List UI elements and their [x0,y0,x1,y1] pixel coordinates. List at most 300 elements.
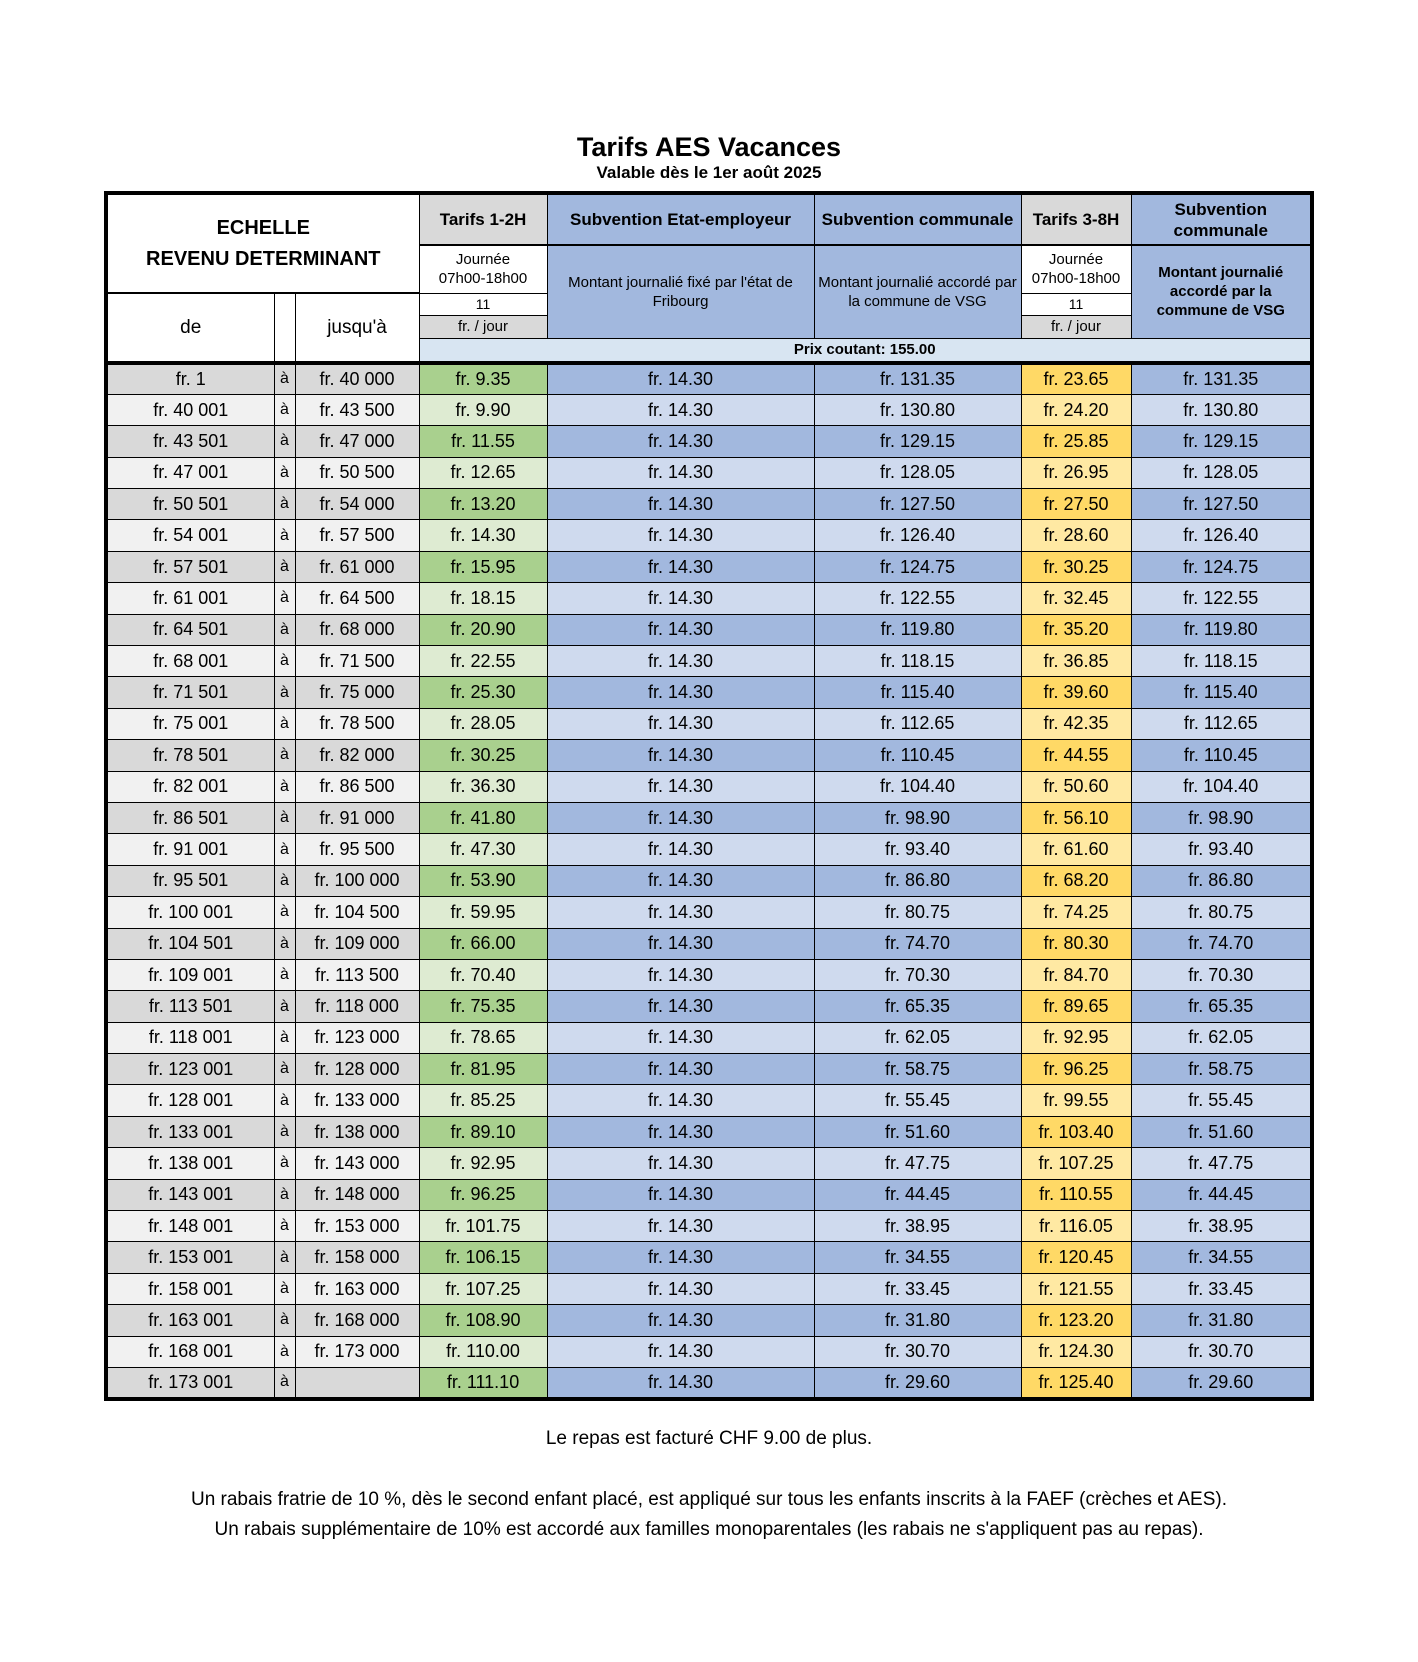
tariff-row [106,740,1312,771]
column-header-tarifs-3-8h: Tarifs 3-8H [1021,193,1131,245]
cell-subvention-etat: fr. 14.30 [547,426,814,457]
cell-subvention-communale: fr. 104.40 [814,771,1021,802]
cell-subvention-communale-2: fr. 58.75 [1131,1054,1312,1085]
cell-subvention-etat: fr. 14.30 [547,646,814,677]
cell-revenu-jusqua: fr. 163 000 [295,1273,419,1304]
cell-tarif-1-2h: fr. 75.35 [419,991,547,1022]
cell-tarif-3-8h: fr. 39.60 [1021,677,1131,708]
cell-revenu-de: fr. 1 [106,363,274,394]
cell-lien-a: à [274,489,295,520]
cell-subvention-etat: fr. 14.30 [547,865,814,896]
cell-tarif-3-8h: fr. 99.55 [1021,1085,1131,1116]
page-subtitle: Valable dès le 1er août 2025 [596,163,822,182]
cell-subvention-communale-2: fr. 93.40 [1131,834,1312,865]
cell-subvention-communale-2: fr. 80.75 [1131,897,1312,928]
cell-subvention-communale: fr. 38.95 [814,1211,1021,1242]
cell-tarif-1-2h: fr. 66.00 [419,928,547,959]
tariff-row [106,1368,1312,1399]
cell-tarif-1-2h: fr. 36.30 [419,771,547,802]
tariff-row [106,520,1312,551]
cell-subvention-communale: fr. 55.45 [814,1085,1021,1116]
cell-subvention-etat: fr. 14.30 [547,677,814,708]
cell-lien-a: à [274,1116,295,1147]
cell-subvention-communale: fr. 124.75 [814,551,1021,582]
cell-tarif-1-2h: fr. 59.95 [419,897,547,928]
cell-revenu-de: fr. 128 001 [106,1085,274,1116]
cell-subvention-communale: fr. 31.80 [814,1305,1021,1336]
note-repas: Le repas est facturé CHF 9.00 de plus. [545,1427,873,1449]
cell-revenu-jusqua: fr. 123 000 [295,1022,419,1053]
cell-revenu-de: fr. 54 001 [106,520,274,551]
desc-subvention-communale: Montant journalié accordé par la commune de VSG [814,245,1021,338]
column-header-tarifs-1-2h: Tarifs 1-2H [419,193,547,245]
tariff-row [106,1085,1312,1116]
cell-revenu-jusqua: fr. 50 500 [295,457,419,488]
cell-tarif-3-8h: fr. 56.10 [1021,802,1131,833]
cell-subvention-communale: fr. 122.55 [814,583,1021,614]
cell-tarif-3-8h: fr. 123.20 [1021,1305,1131,1336]
cell-revenu-jusqua: fr. 64 500 [295,583,419,614]
cell-lien-a: à [274,457,295,488]
cell-tarif-1-2h: fr. 11.55 [419,426,547,457]
echelle-line1: ECHELLE [216,216,310,239]
cell-revenu-jusqua: fr. 148 000 [295,1179,419,1210]
cell-tarif-3-8h: fr. 23.65 [1021,363,1131,394]
cell-subvention-communale-2: fr. 47.75 [1131,1148,1312,1179]
tariff-row [106,394,1312,425]
cell-lien-a: à [274,394,295,425]
tariff-row [106,363,1312,394]
cell-revenu-de: fr. 61 001 [106,583,274,614]
tariff-row [106,1242,1312,1273]
cell-tarif-1-2h: fr. 101.75 [419,1211,547,1242]
cell-lien-a: à [274,959,295,990]
cell-tarif-1-2h: fr. 53.90 [419,865,547,896]
cell-subvention-communale-2: fr. 31.80 [1131,1305,1312,1336]
cell-subvention-communale-2: fr. 127.50 [1131,489,1312,520]
cell-lien-a: à [274,520,295,551]
cell-tarif-1-2h: fr. 14.30 [419,520,547,551]
tariff-row [106,865,1312,896]
cell-revenu-jusqua: fr. 86 500 [295,771,419,802]
cell-tarif-3-8h: fr. 125.40 [1021,1368,1131,1399]
cell-subvention-etat: fr. 14.30 [547,991,814,1022]
cell-revenu-de: fr. 158 001 [106,1273,274,1304]
cell-subvention-communale-2: fr. 129.15 [1131,426,1312,457]
cell-tarif-3-8h: fr. 35.20 [1021,614,1131,645]
cell-tarif-1-2h: fr. 9.35 [419,363,547,394]
cell-revenu-de: fr. 173 001 [106,1368,274,1399]
cell-revenu-de: fr. 50 501 [106,489,274,520]
cell-tarif-1-2h: fr. 13.20 [419,489,547,520]
unite-cell-1: fr. / jour [419,315,547,338]
cell-subvention-communale-2: fr. 86.80 [1131,865,1312,896]
cell-tarif-1-2h: fr. 89.10 [419,1116,547,1147]
cell-subvention-communale-2: fr. 126.40 [1131,520,1312,551]
cell-revenu-de: fr. 68 001 [106,646,274,677]
tariff-table-header [106,193,1312,363]
cell-subvention-communale: fr. 98.90 [814,802,1021,833]
cell-revenu-jusqua: fr. 71 500 [295,646,419,677]
cell-tarif-3-8h: fr. 110.55 [1021,1179,1131,1210]
note-rabais-line2: Un rabais supplémentaire de 10% est accordé aux familles monoparentales (les rabais ne s'appliquent pas au repas). [214,1518,1204,1540]
cell-tarif-3-8h: fr. 74.25 [1021,897,1131,928]
cell-revenu-jusqua: fr. 75 000 [295,677,419,708]
cell-subvention-communale: fr. 93.40 [814,834,1021,865]
echelle-revenu-header [106,193,419,293]
tariff-row [106,991,1312,1022]
cell-revenu-de: fr. 153 001 [106,1242,274,1273]
cell-lien-a: à [274,928,295,959]
cell-subvention-etat: fr. 14.30 [547,614,814,645]
cell-subvention-communale: fr. 33.45 [814,1273,1021,1304]
journee-label-1: Journée [455,251,511,269]
cell-subvention-etat: fr. 14.30 [547,489,814,520]
cell-lien-a: à [274,834,295,865]
cell-tarif-3-8h: fr. 80.30 [1021,928,1131,959]
echelle-line2: REVENU DETERMINANT [146,247,381,270]
cell-revenu-de: fr. 138 001 [106,1148,274,1179]
cell-subvention-communale-2: fr. 130.80 [1131,394,1312,425]
cell-revenu-de: fr. 91 001 [106,834,274,865]
cell-lien-a: à [274,802,295,833]
cell-subvention-communale-2: fr. 118.15 [1131,646,1312,677]
cell-revenu-de: fr. 82 001 [106,771,274,802]
cell-tarif-1-2h: fr. 108.90 [419,1305,547,1336]
tariff-row [106,1336,1312,1367]
cell-subvention-communale-2: fr. 119.80 [1131,614,1312,645]
cell-revenu-jusqua: fr. 82 000 [295,740,419,771]
cell-revenu-jusqua: fr. 143 000 [295,1148,419,1179]
jusqua-header: jusqu'à [295,293,419,363]
tariff-table-body [106,363,1312,1399]
cell-tarif-3-8h: fr. 26.95 [1021,457,1131,488]
cell-subvention-etat: fr. 14.30 [547,1179,814,1210]
cell-lien-a: à [274,708,295,739]
cell-subvention-etat: fr. 14.30 [547,1054,814,1085]
cell-revenu-de: fr. 133 001 [106,1116,274,1147]
cell-lien-a: à [274,897,295,928]
cell-tarif-1-2h: fr. 20.90 [419,614,547,645]
tariff-row [106,897,1312,928]
tariff-row [106,1054,1312,1085]
cell-revenu-jusqua: fr. 173 000 [295,1336,419,1367]
cell-subvention-communale: fr. 47.75 [814,1148,1021,1179]
tariff-row [106,1211,1312,1242]
cell-tarif-3-8h: fr. 28.60 [1021,520,1131,551]
tariff-row [106,1305,1312,1336]
cell-subvention-etat: fr. 14.30 [547,1148,814,1179]
cell-tarif-1-2h: fr. 30.25 [419,740,547,771]
cell-revenu-jusqua: fr. 78 500 [295,708,419,739]
cell-revenu-de: fr. 123 001 [106,1054,274,1085]
cell-subvention-communale-2: fr. 122.55 [1131,583,1312,614]
cell-lien-a: à [274,1336,295,1367]
tariff-row [106,959,1312,990]
cell-lien-a: à [274,646,295,677]
cell-subvention-etat: fr. 14.30 [547,1085,814,1116]
cell-tarif-3-8h: fr. 24.20 [1021,394,1131,425]
cell-subvention-etat: fr. 14.30 [547,708,814,739]
cell-tarif-1-2h: fr. 111.10 [419,1368,547,1399]
cell-subvention-communale: fr. 74.70 [814,928,1021,959]
cell-revenu-jusqua: fr. 100 000 [295,865,419,896]
cell-subvention-communale: fr. 128.05 [814,457,1021,488]
cell-lien-a: à [274,614,295,645]
cell-subvention-communale-2: fr. 98.90 [1131,802,1312,833]
cell-tarif-3-8h: fr. 121.55 [1021,1273,1131,1304]
cell-tarif-3-8h: fr. 44.55 [1021,740,1131,771]
cell-tarif-3-8h: fr. 107.25 [1021,1148,1131,1179]
cell-tarif-3-8h: fr. 103.40 [1021,1116,1131,1147]
cell-subvention-etat: fr. 14.30 [547,520,814,551]
cell-lien-a: à [274,991,295,1022]
cell-revenu-jusqua: fr. 118 000 [295,991,419,1022]
cell-lien-a: à [274,426,295,457]
cell-subvention-communale-2: fr. 33.45 [1131,1273,1312,1304]
cell-subvention-etat: fr. 14.30 [547,897,814,928]
cell-revenu-de: fr. 75 001 [106,708,274,739]
cell-tarif-1-2h: fr. 70.40 [419,959,547,990]
cell-revenu-de: fr. 43 501 [106,426,274,457]
cell-tarif-3-8h: fr. 124.30 [1021,1336,1131,1367]
cell-subvention-etat: fr. 14.30 [547,1336,814,1367]
cell-subvention-communale: fr. 44.45 [814,1179,1021,1210]
tariff-row [106,708,1312,739]
tariff-row [106,614,1312,645]
cell-revenu-de: fr. 143 001 [106,1179,274,1210]
cell-revenu-de: fr. 57 501 [106,551,274,582]
cell-tarif-1-2h: fr. 9.90 [419,394,547,425]
cell-lien-a: à [274,1148,295,1179]
cell-lien-a: à [274,551,295,582]
cell-revenu-jusqua: fr. 95 500 [295,834,419,865]
cell-revenu-de: fr. 104 501 [106,928,274,959]
cell-subvention-etat: fr. 14.30 [547,928,814,959]
cell-tarif-1-2h: fr. 28.05 [419,708,547,739]
cell-tarif-1-2h: fr. 12.65 [419,457,547,488]
lien-header [274,293,295,363]
cell-revenu-de: fr. 71 501 [106,677,274,708]
cell-tarif-3-8h: fr. 50.60 [1021,771,1131,802]
cell-revenu-jusqua: fr. 109 000 [295,928,419,959]
cell-subvention-communale: fr. 127.50 [814,489,1021,520]
cell-tarif-1-2h: fr. 22.55 [419,646,547,677]
cell-tarif-3-8h: fr. 68.20 [1021,865,1131,896]
cell-revenu-de: fr. 95 501 [106,865,274,896]
cell-subvention-etat: fr. 14.30 [547,1211,814,1242]
cell-subvention-etat: fr. 14.30 [547,1273,814,1304]
tariff-row [106,1179,1312,1210]
cell-revenu-de: fr. 100 001 [106,897,274,928]
cell-subvention-communale-2: fr. 115.40 [1131,677,1312,708]
cell-revenu-de: fr. 64 501 [106,614,274,645]
cell-tarif-3-8h: fr. 32.45 [1021,583,1131,614]
cell-revenu-jusqua: fr. 43 500 [295,394,419,425]
cell-revenu-jusqua: fr. 68 000 [295,614,419,645]
cell-lien-a: à [274,1368,295,1399]
cell-subvention-etat: fr. 14.30 [547,1242,814,1273]
cell-tarif-1-2h: fr. 15.95 [419,551,547,582]
cell-lien-a: à [274,363,295,394]
cell-tarif-3-8h: fr. 92.95 [1021,1022,1131,1053]
cell-tarif-1-2h: fr. 41.80 [419,802,547,833]
cell-tarif-1-2h: fr. 106.15 [419,1242,547,1273]
cell-revenu-jusqua: fr. 158 000 [295,1242,419,1273]
cell-subvention-communale-2: fr. 62.05 [1131,1022,1312,1053]
cell-tarif-1-2h: fr. 110.00 [419,1336,547,1367]
cell-subvention-communale: fr. 118.15 [814,646,1021,677]
cell-revenu-de: fr. 40 001 [106,394,274,425]
cell-subvention-communale-2: fr. 110.45 [1131,740,1312,771]
cell-subvention-communale-2: fr. 65.35 [1131,991,1312,1022]
cell-revenu-jusqua: fr. 40 000 [295,363,419,394]
cell-lien-a: à [274,677,295,708]
cell-subvention-etat: fr. 14.30 [547,457,814,488]
heures-cell-1: 11 [419,293,547,315]
tariff-row [106,677,1312,708]
cell-subvention-communale-2: fr. 74.70 [1131,928,1312,959]
cell-lien-a: à [274,1273,295,1304]
cell-tarif-1-2h: fr. 47.30 [419,834,547,865]
journee-label-2: Journée [1048,251,1104,269]
cell-subvention-communale-2: fr. 112.65 [1131,708,1312,739]
cell-tarif-3-8h: fr. 96.25 [1021,1054,1131,1085]
cell-revenu-jusqua [295,1368,419,1399]
cell-lien-a: à [274,1054,295,1085]
cell-revenu-jusqua: fr. 153 000 [295,1211,419,1242]
cell-tarif-1-2h: fr. 107.25 [419,1273,547,1304]
horaire-label-2: 07h00-18h00 [1031,270,1121,288]
column-header-subvention-etat: Subvention Etat-employeur [547,193,814,245]
cell-subvention-etat: fr. 14.30 [547,1116,814,1147]
cell-subvention-communale: fr. 115.40 [814,677,1021,708]
cell-revenu-de: fr. 168 001 [106,1336,274,1367]
cell-subvention-communale: fr. 80.75 [814,897,1021,928]
tariff-row [106,834,1312,865]
cell-revenu-jusqua: fr. 133 000 [295,1085,419,1116]
tariff-row [106,426,1312,457]
cell-subvention-communale: fr. 51.60 [814,1116,1021,1147]
cell-subvention-communale: fr. 29.60 [814,1368,1021,1399]
cell-revenu-jusqua: fr. 61 000 [295,551,419,582]
cell-tarif-1-2h: fr. 85.25 [419,1085,547,1116]
cell-subvention-etat: fr. 14.30 [547,583,814,614]
prix-coutant-banner: Prix coutant: 155.00 [419,338,1312,363]
cell-lien-a: à [274,1211,295,1242]
cell-tarif-3-8h: fr. 120.45 [1021,1242,1131,1273]
cell-subvention-communale-2: fr. 104.40 [1131,771,1312,802]
tariff-row [106,771,1312,802]
cell-subvention-etat: fr. 14.30 [547,771,814,802]
cell-subvention-communale-2: fr. 44.45 [1131,1179,1312,1210]
cell-revenu-jusqua: fr. 57 500 [295,520,419,551]
column-header-subvention-communale: Subvention communale [814,193,1021,245]
cell-revenu-jusqua: fr. 113 500 [295,959,419,990]
cell-subvention-communale-2: fr. 124.75 [1131,551,1312,582]
cell-revenu-jusqua: fr. 104 500 [295,897,419,928]
cell-tarif-3-8h: fr. 89.65 [1021,991,1131,1022]
cell-subvention-etat: fr. 14.30 [547,363,814,394]
cell-subvention-etat: fr. 14.30 [547,959,814,990]
cell-revenu-jusqua: fr. 138 000 [295,1116,419,1147]
cell-subvention-communale-2: fr. 51.60 [1131,1116,1312,1147]
tariff-row [106,583,1312,614]
cell-tarif-3-8h: fr. 25.85 [1021,426,1131,457]
cell-subvention-etat: fr. 14.30 [547,1305,814,1336]
column-header-subvention-communale-2: Subvention communale [1131,193,1312,245]
tariff-row [106,1116,1312,1147]
tariff-row [106,551,1312,582]
cell-subvention-communale: fr. 119.80 [814,614,1021,645]
cell-subvention-communale-2: fr. 29.60 [1131,1368,1312,1399]
cell-subvention-communale-2: fr. 34.55 [1131,1242,1312,1273]
cell-tarif-1-2h: fr. 92.95 [419,1148,547,1179]
cell-subvention-communale: fr. 62.05 [814,1022,1021,1053]
cell-subvention-communale: fr. 130.80 [814,394,1021,425]
cell-revenu-jusqua: fr. 128 000 [295,1054,419,1085]
cell-lien-a: à [274,771,295,802]
desc-subvention-etat: Montant journalié fixé par l'état de Fribourg [547,245,814,338]
page-title: Tarifs AES Vacances [576,132,842,162]
tariff-row [106,1273,1312,1304]
cell-subvention-etat: fr. 14.30 [547,834,814,865]
cell-subvention-communale: fr. 86.80 [814,865,1021,896]
cell-lien-a: à [274,740,295,771]
cell-lien-a: à [274,1242,295,1273]
note-rabais [0,1485,1418,1545]
cell-lien-a: à [274,1179,295,1210]
tariff-row [106,457,1312,488]
heures-cell-2: 11 [1021,293,1131,315]
cell-subvention-etat: fr. 14.30 [547,740,814,771]
cell-subvention-communale: fr. 112.65 [814,708,1021,739]
cell-subvention-communale-2: fr. 55.45 [1131,1085,1312,1116]
cell-revenu-jusqua: fr. 47 000 [295,426,419,457]
cell-tarif-3-8h: fr. 30.25 [1021,551,1131,582]
cell-revenu-de: fr. 148 001 [106,1211,274,1242]
cell-tarif-1-2h: fr. 81.95 [419,1054,547,1085]
cell-subvention-communale-2: fr. 38.95 [1131,1211,1312,1242]
cell-subvention-communale: fr. 30.70 [814,1336,1021,1367]
tariff-row [106,489,1312,520]
cell-lien-a: à [274,583,295,614]
cell-subvention-communale: fr. 34.55 [814,1242,1021,1273]
cell-tarif-1-2h: fr. 78.65 [419,1022,547,1053]
cell-tarif-1-2h: fr. 25.30 [419,677,547,708]
cell-revenu-jusqua: fr. 91 000 [295,802,419,833]
cell-subvention-etat: fr. 14.30 [547,1022,814,1053]
cell-subvention-communale-2: fr. 30.70 [1131,1336,1312,1367]
unite-cell-2: fr. / jour [1021,315,1131,338]
cell-subvention-communale-2: fr. 70.30 [1131,959,1312,990]
cell-subvention-etat: fr. 14.30 [547,551,814,582]
cell-tarif-3-8h: fr. 36.85 [1021,646,1131,677]
cell-subvention-communale: fr. 110.45 [814,740,1021,771]
cell-revenu-de: fr. 109 001 [106,959,274,990]
cell-tarif-3-8h: fr. 84.70 [1021,959,1131,990]
cell-tarif-1-2h: fr. 18.15 [419,583,547,614]
cell-subvention-etat: fr. 14.30 [547,394,814,425]
tariff-row [106,1148,1312,1179]
cell-subvention-communale-2: fr. 128.05 [1131,457,1312,488]
cell-revenu-de: fr. 113 501 [106,991,274,1022]
cell-lien-a: à [274,1305,295,1336]
cell-subvention-communale: fr. 65.35 [814,991,1021,1022]
cell-revenu-de: fr. 163 001 [106,1305,274,1336]
cell-subvention-etat: fr. 14.30 [547,802,814,833]
cell-tarif-3-8h: fr. 27.50 [1021,489,1131,520]
